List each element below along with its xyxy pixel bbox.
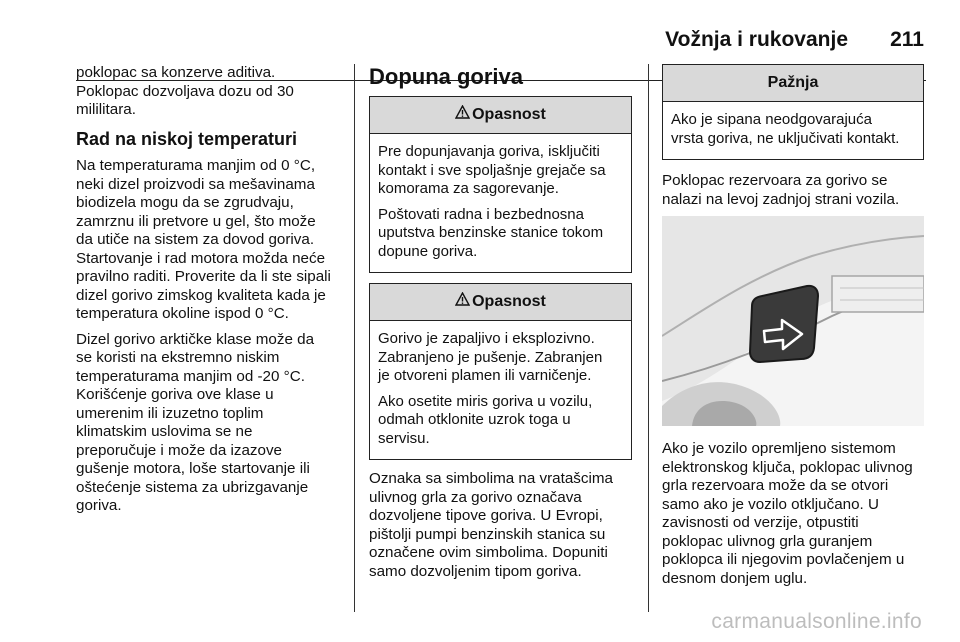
section-title: Vožnja i rukovanje xyxy=(665,28,848,51)
low-temperature-paragraph-1: Na temperaturama manjim od 0 °C, neki dizel proizvodi sa mešavinama biodizela mogu da se zgrudvaju, zamrznu ili pretvore u gel, što može da utiče na sistem za dovod goriva. Startovanje i rad motora možda neće pravilno raditi. Proverite da li ste sipali dizel gorivo zimskog kvaliteta kada je temperatura okoline ispod 0 °C. xyxy=(76,157,331,322)
danger-box-2-paragraph-2: Ako osetite miris goriva u vozilu, odmah otklonite uzrok toga u servisu. xyxy=(378,392,593,447)
warning-triangle-icon xyxy=(455,284,470,320)
danger-box-2-title xyxy=(370,284,631,321)
caution-box-body xyxy=(663,102,923,159)
column-divider-1 xyxy=(354,64,355,612)
danger-box-2 xyxy=(369,283,632,460)
column-1 xyxy=(76,64,348,523)
fuel-type-paragraph: Oznaka sa simbolima na vratašcima ulivnog grla za gorivo označava dozvoljene tipove goriva. U Evropi, pištolji pumpi benzinskih stanica su označene ovim simbolima. Dopuniti samo dozvoljenim tipom goriva. xyxy=(369,470,613,580)
low-temperature-paragraph-2: Dizel gorivo arktičke klase može da se koristi na ekstremno niskim temperaturama manjim od -20 °C. Korišćenje goriva ove klase u umerenim ili izuzetno toplim klimatskim uslovima se ne preporučuje i može da izazove gušenje motora, loše startovanje ili oštećenje sistema za ubrizgavanje goriva. xyxy=(76,330,315,514)
fuel-filler-flap-illustration xyxy=(662,216,924,426)
caution-paragraph: Ako je sipana neodgovarajuća vrsta goriva, ne uključivati kontakt. xyxy=(671,111,900,147)
intro-paragraph: poklopac sa konzerve aditiva. Poklopac dozvoljava dozu od 30 mililitara. xyxy=(76,64,294,118)
danger-box-2-label: Opasnost xyxy=(472,293,546,310)
danger-box-2-paragraph-1: Gorivo je zapaljivo i eksplozivno. Zabranjeno je pušenje. Zabranjen je otvoreni plamen ili varničenje. xyxy=(378,330,603,384)
column-divider-2 xyxy=(648,64,649,612)
column-2 xyxy=(369,64,632,588)
column-3 xyxy=(662,64,924,595)
low-temperature-heading: Rad na niskoj temperaturi xyxy=(76,128,298,149)
page-header xyxy=(0,28,960,58)
warning-triangle-icon xyxy=(455,97,470,133)
danger-box-2-body xyxy=(370,321,631,459)
danger-box-1-title xyxy=(370,97,631,134)
page-number: 211 xyxy=(890,28,924,51)
caution-box-title: Pažnja xyxy=(663,65,923,102)
danger-box-1-body xyxy=(370,134,631,272)
danger-box-1-paragraph-1: Pre dopunjavanja goriva, isključiti kontakt i sve spoljašnje grejače sa komorama za sagorevanje. xyxy=(378,143,606,197)
danger-box-1-label: Opasnost xyxy=(472,106,546,123)
danger-box-1 xyxy=(369,96,632,273)
watermark: carmanualsonline.info xyxy=(711,610,922,633)
fuel-flap-location-paragraph: Poklopac rezervoara za gorivo se nalazi na levoj zadnjoj strani vozila. xyxy=(662,172,900,208)
danger-box-1-paragraph-2: Poštovati radna i bezbednosna uputstva benzinske stanice tokom dopune goriva. xyxy=(378,205,604,260)
refueling-heading: Dopuna goriva xyxy=(369,64,524,89)
caution-box xyxy=(662,64,924,160)
electronic-key-paragraph: Ako je vozilo opremljeno sistemom elektronskog ključa, poklopac ulivnog grla rezervoara može da se otvori samo ako je vozilo otključano. U zavisnosti od verzije, otpustiti poklopac ulivnog grla guranjem poklopca ili njegovim povlačenjem u desnom donjem uglu. xyxy=(662,440,913,587)
